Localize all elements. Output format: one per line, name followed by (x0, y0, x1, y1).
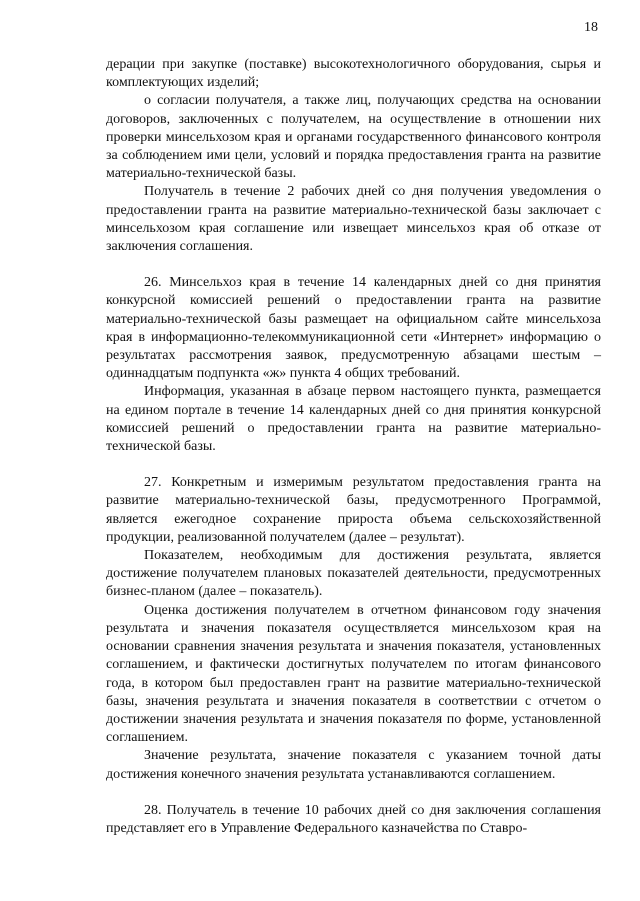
paragraph-assessment: Оценка достижения получателем в отчетном финансовом году значения результата и значения показателя осуществляется минсельхозом края на основании сравнения значения результата и значения показателя, установленных соглашением, и фактически достигнутых получателем по итогам финансового года, в котором был предоставлен грант на развитие материально-технической базы, значения результата и значения показателя в соответствии с отчетом о достижении значения результата и значения показателя по форме, установленной соглашением. (106, 602, 601, 746)
paragraph-clause-27: 27. Конкретным и измеримым результатом предоставления гранта на развитие материально-технической базы, предусмотренного Программой, является ежегодное сохранение прироста объема сельскохозяйственной продукции, реализованной получателем (далее – результат). (106, 475, 601, 545)
paragraph-result-values: Значение результата, значение показателя с указанием точной даты достижения конечного значения результата устанавливаются соглашением. (106, 748, 601, 782)
section-gap (106, 784, 601, 802)
paragraph-clause-26-portal: Информация, указанная в абзаце первом настоящего пункта, размещается на едином портале в течение 14 календарных дней со дня принятия конкурсной комиссией решений о предоставлении гранта на развитие материально-технической базы. (106, 384, 601, 455)
paragraph-continuation: дерации при закупке (поставке) высокотехнологичного оборудования, сырья и комплектующих изделий; (106, 57, 601, 91)
paragraph-agreement-deadline: Получатель в течение 2 рабочих дней со дня получения уведомления о предоставлении гранта на развитие материально-технической базы заключает с минсельхозом края соглашение или извещает минсельхоз края об отказе от заключения соглашения. (106, 184, 601, 255)
section-gap (106, 456, 601, 474)
document-body (106, 56, 601, 838)
paragraph-clause-28: 28. Получатель в течение 10 рабочих дней со дня заключения соглашения представляет его в Управление Федерального казначейства по Ставро- (106, 802, 601, 836)
paragraph-indicator: Показателем, необходимым для достижения результата, является достижение получателем плановых показателей деятельности, предусмотренных бизнес-планом (далее – показатель). (106, 548, 601, 600)
paragraph-consent: о согласии получателя, а также лиц, получающих средства на основании договоров, заключенных с получателем, на осуществление в отношении них проверки минсельхозом края и органами государственного финансового контроля за соблюдением ими цели, условий и порядка предоставления гранта на развитие материально-технической базы. (106, 93, 601, 182)
paragraph-clause-26: 26. Минсельхоз края в течение 14 календарных дней со дня принятия конкурсной комиссией решений о предоставлении гранта на развитие материально-технической базы размещает на официальном сайте минсельхоза края в информационно-телекоммуникационной сети «Интернет» информацию о результатах рассмотрения заявок, предусмотренную абзацами шестым – одиннадцатым подпункта «ж» пункта 4 общих требований. (106, 275, 601, 382)
page-number: 18 (584, 20, 598, 35)
section-gap (106, 256, 601, 274)
